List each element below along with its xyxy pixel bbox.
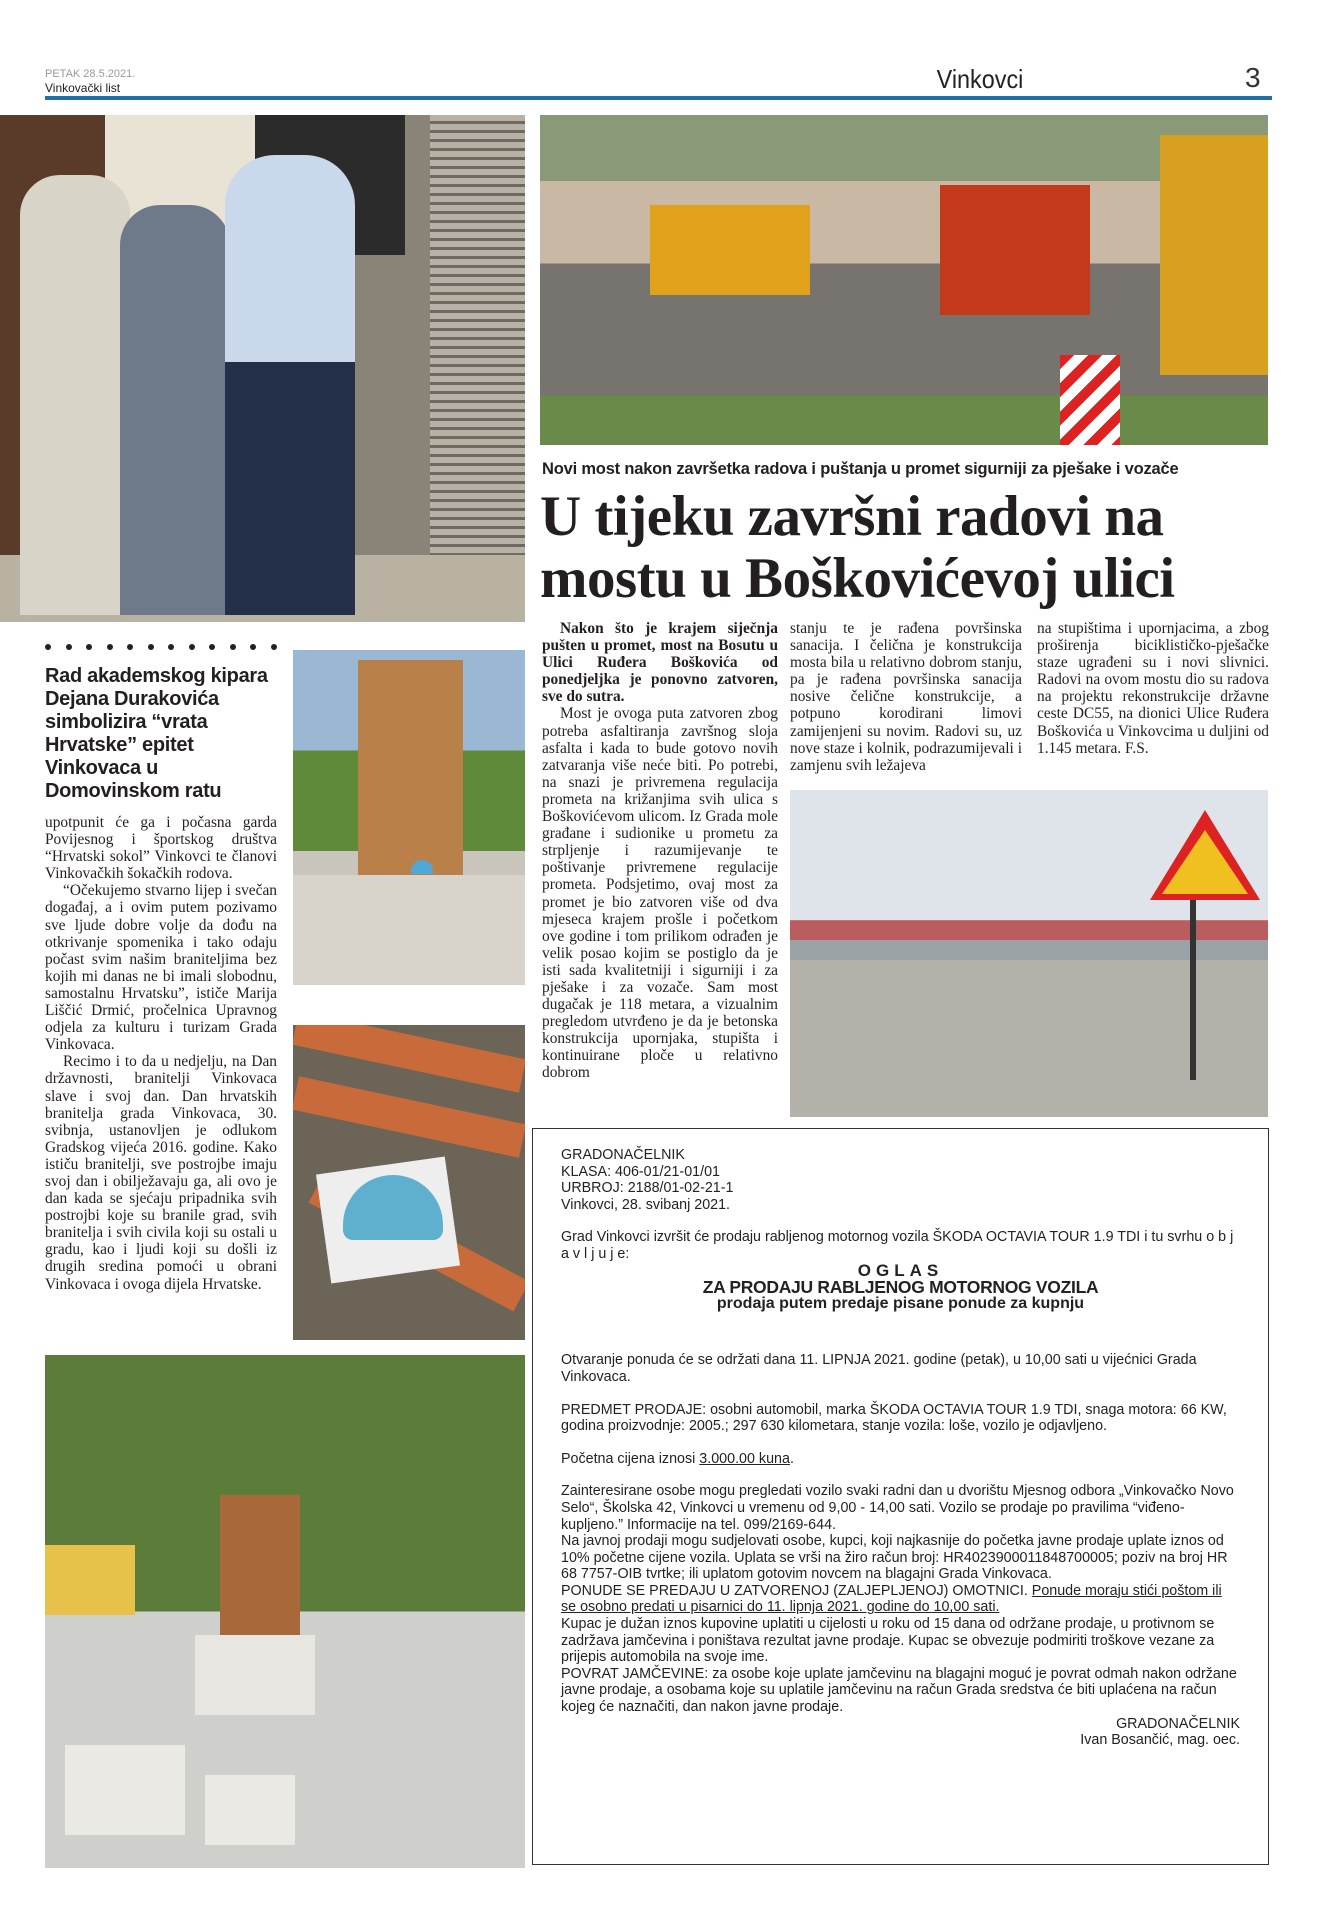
section-title: Vinkovci	[936, 64, 1024, 94]
issue-date: PETAK 28.5.2021.	[45, 68, 136, 80]
newspaper-name: Vinkovački list	[45, 81, 121, 95]
notice-intro: Grad Vinkovci izvršit će prodaju rabljenog motornog vozila ŠKODA OCTAVIA TOUR 1.9 TDI i tu svrhu o b j a v l j u j e:	[561, 1229, 1234, 1262]
notice-sign-name: Ivan Bosančić, mag. oec.	[1080, 1732, 1240, 1749]
notice-klasa: KLASA: 406-01/21-01/01	[561, 1163, 720, 1180]
notice-sign-title: GRADONAČELNIK	[1116, 1715, 1240, 1732]
main-article-column-1	[542, 620, 778, 1082]
notice-inspection: Zainteresirane osobe mogu pregledati vozilo svaki radni dan u dvorištu Mjesnog odbora „Vinkovačko Novo Selo“, Školska 42, Vinkovci u vremenu od 9,00 - 14,00 sati. Vozilo se prodaje po pravilima “viđeno-kupljeno.” Informacije na tel. 099/2169-644.	[561, 1483, 1234, 1533]
side-article-body	[45, 814, 277, 1293]
article-kicker: Novi most nakon završetka radova i puštanja u promet sigurniji za pješake i vozače	[542, 460, 1179, 478]
paragraph: Most je ovoga puta zatvoren zbog potreba asfaltiranja završnog sloja asfalta i kada to bude gotovo novih zatvaranja više neće biti. Po potrebi, na snazi je privremena regulacija prometa na križanjima svih ulica s Boškovićevom ulicom. Iz Grada mole građane i sudionike u prometu za strpljenje i razumijevanje te poštivanje privremene regulacije prometa. Podsjetimo, ovaj most za promet je bio zatvoren više od dva mjeseca krajem prošle i početkom ove godine i tom prilikom odrađen je velik posao kojim se postiglo da je isti sada kvalitetniji i sigurniji i za pješake i za vozače. Sam most dugačak je 118 metara, a vizualnim pregledom utvrđeno je da je betonska konstrukcija upornjaka, stupišta i kontinuirane ploče u relativno dobrom	[542, 705, 778, 1082]
notice-offers: PONUDE SE PREDAJU U ZATVORENOJ (ZALJEPLJENOJ) OMOTNICI. Ponude moraju stići poštom ili se osobno predati u pisarnici do 11. lipnja 2021. godine do 10,00 sati.	[561, 1582, 1222, 1616]
notice-participation: Na javnoj prodaji mogu sudjelovati osobe, kupci, koji najkasnije do početka javne prodaje uplate iznos od 10% početne cijene vozila. Uplata se vrši na žiro račun broj: HR4023900011848700005; poziv na broj HR 68 7757-OIB tvrtke; ili uplatom gotovim novcem na blagajni Grada Vinkovaca.	[561, 1533, 1228, 1583]
notice-subtitle: ZA PRODAJU RABLJENOG MOTORNOG VOZILA	[702, 1277, 1099, 1298]
photo-bridge-road	[790, 790, 1268, 1117]
notice-refund: POVRAT JAMČEVINE: za osobe koje uplate jamčevinu na blagajni moguć je povrat odmah nakon održane javne prodaje, a osobama koje su uplatile jamčevinu na račun Grada sredstva će biti uplaćena na račun kojeg će naznačiti, dan nakon javne prodaje.	[561, 1665, 1237, 1716]
price-value: 3.000.00 kuna	[699, 1450, 790, 1467]
header-rule	[45, 96, 1272, 100]
notice-opening: Otvaranje ponuda će se održati dana 11. LIPNJA 2021. godine (petak), u 10,00 sati u vijećnici Grada Vinkovaca.	[561, 1352, 1197, 1385]
photo-bench-helmet	[293, 1025, 525, 1340]
paragraph: Recimo i to da u nedjelju, na Dan državnosti, branitelji Vinkovaca slave i svoj dan. Dan hrvatskih branitelja grada Vinkovaca, 30. svibnja, ustanovljen je odlukom Gradskog vijeća 2016. godine. Kako ističu branitelji, sve postrojbe imaju svoj dan i obilježavaju ga, ali ovo je dan kada se sjećaju pripadnika svih postrojbi koje su branile grad, svih branitelja i svih civila koji su ostali u gradu, kao i ljudi koji su došli iz drugih sredina pomoći u obrani Vinkovaca i ovoga dijela Hrvatske.	[45, 1053, 277, 1293]
photo-road-works	[540, 115, 1268, 445]
side-article-headline: Rad akademskog kipara Dejana Durakovića simbolizira “vrata Hrvatske” epitet Vinkovaca u Domovinskom ratu	[45, 665, 268, 802]
paragraph: upotpunit će ga i počasna garda Povijesnog i športskog društva “Hrvatski sokol” Vinkovci te članovi Vinkovačkih šokačkih rodova.	[45, 814, 277, 883]
notice-payment: Kupac je dužan iznos kupovine uplatiti u cijelosti u roku od 15 dana od održane prodaje, u protivnom se zadržava jamčevina i poništava rezultat javne prodaje. Kupac se obvezuje podmiriti troškove vezane za prijepis automobila na svoje ime.	[561, 1616, 1215, 1666]
article-lead: Nakon što je krajem siječnja pušten u promet, most na Bosutu u Ulici Ruđera Boškovića od ponedjeljka je ponovno zatvoren, sve do sutra.	[542, 620, 778, 706]
paragraph: na stupištima i upornjacima, a zbog proširenja biciklističko-pješačke staze ugrađeni su i novi slivnici. Radovi na ovom mostu dio su radova na projektu rekonstrukcije državne ceste DC55, na dionici Ulice Ruđera Boškovića u Vinkovcima u duljini od 1.145 metara. F.S.	[1037, 620, 1269, 757]
paragraph: “Očekujemo stvarno lijep i svečan događaj, a i ovim putem pozivamo sve ljude dobre volje da dođu na otkrivanje spomenika i tako odaju počast svim našim braniteljima bez kojih mi danas ne bi imali slobodnu, samostalnu Hrvatsku”, ističe Marija Liščić Drmić, pročelnica Upravnog odjela za kulturu i turizam Grada Vinkovaca.	[45, 882, 277, 1054]
notice-date: Vinkovci, 28. svibanj 2021.	[561, 1196, 731, 1213]
notice-price: Početna cijena iznosi 3.000.00 kuna.	[561, 1450, 794, 1467]
notice-issuer: GRADONAČELNIK	[561, 1147, 685, 1163]
notice-title: OGLAS	[857, 1260, 944, 1280]
notice-subtitle-2: prodaja putem predaje pisane ponude za kupnju	[716, 1294, 1085, 1312]
notice-urbroj: URBROJ: 2188/01-02-21-1	[561, 1180, 734, 1197]
offers-deadline: Ponude moraju stići poštom ili se osobno predati u pisarnici do 11. lipnja 2021. godine do 10,00 sati.	[561, 1582, 1222, 1616]
article-headline: U tijeku završni radovi na mostu u Boškovićevoj ulici	[540, 485, 1175, 610]
photo-officials	[0, 115, 525, 622]
decorative-dots	[45, 644, 277, 650]
notice-subject: PREDMET PRODAJE: osobni automobil, marka ŠKODA OCTAVIA TOUR 1.9 TDI, snaga motora: 66 KW, godina proizvodnje: 2005.; 297 630 kilometara, stanje vozila: loše, vozilo je odjavljeno.	[561, 1401, 1227, 1435]
main-article-column-3	[1037, 620, 1269, 757]
main-article-column-2	[790, 620, 1022, 774]
page-number: 3	[1245, 62, 1261, 93]
photo-monument	[293, 650, 525, 985]
official-notice	[532, 1128, 1269, 1865]
photo-monument-installation	[45, 1355, 525, 1868]
paragraph: stanju te je rađena površinska sanacija. I čelična je konstrukcija mosta bila u relativno dobrom stanju, pa je rađena površinska sanacija nosive čelične konstrukcije, a potpuno korodirani limovi zamijenjeni su novim. Radovi su, uz nove staze i kolnik, podrazumijevali i zamjenu svih ležajeva	[790, 620, 1022, 774]
